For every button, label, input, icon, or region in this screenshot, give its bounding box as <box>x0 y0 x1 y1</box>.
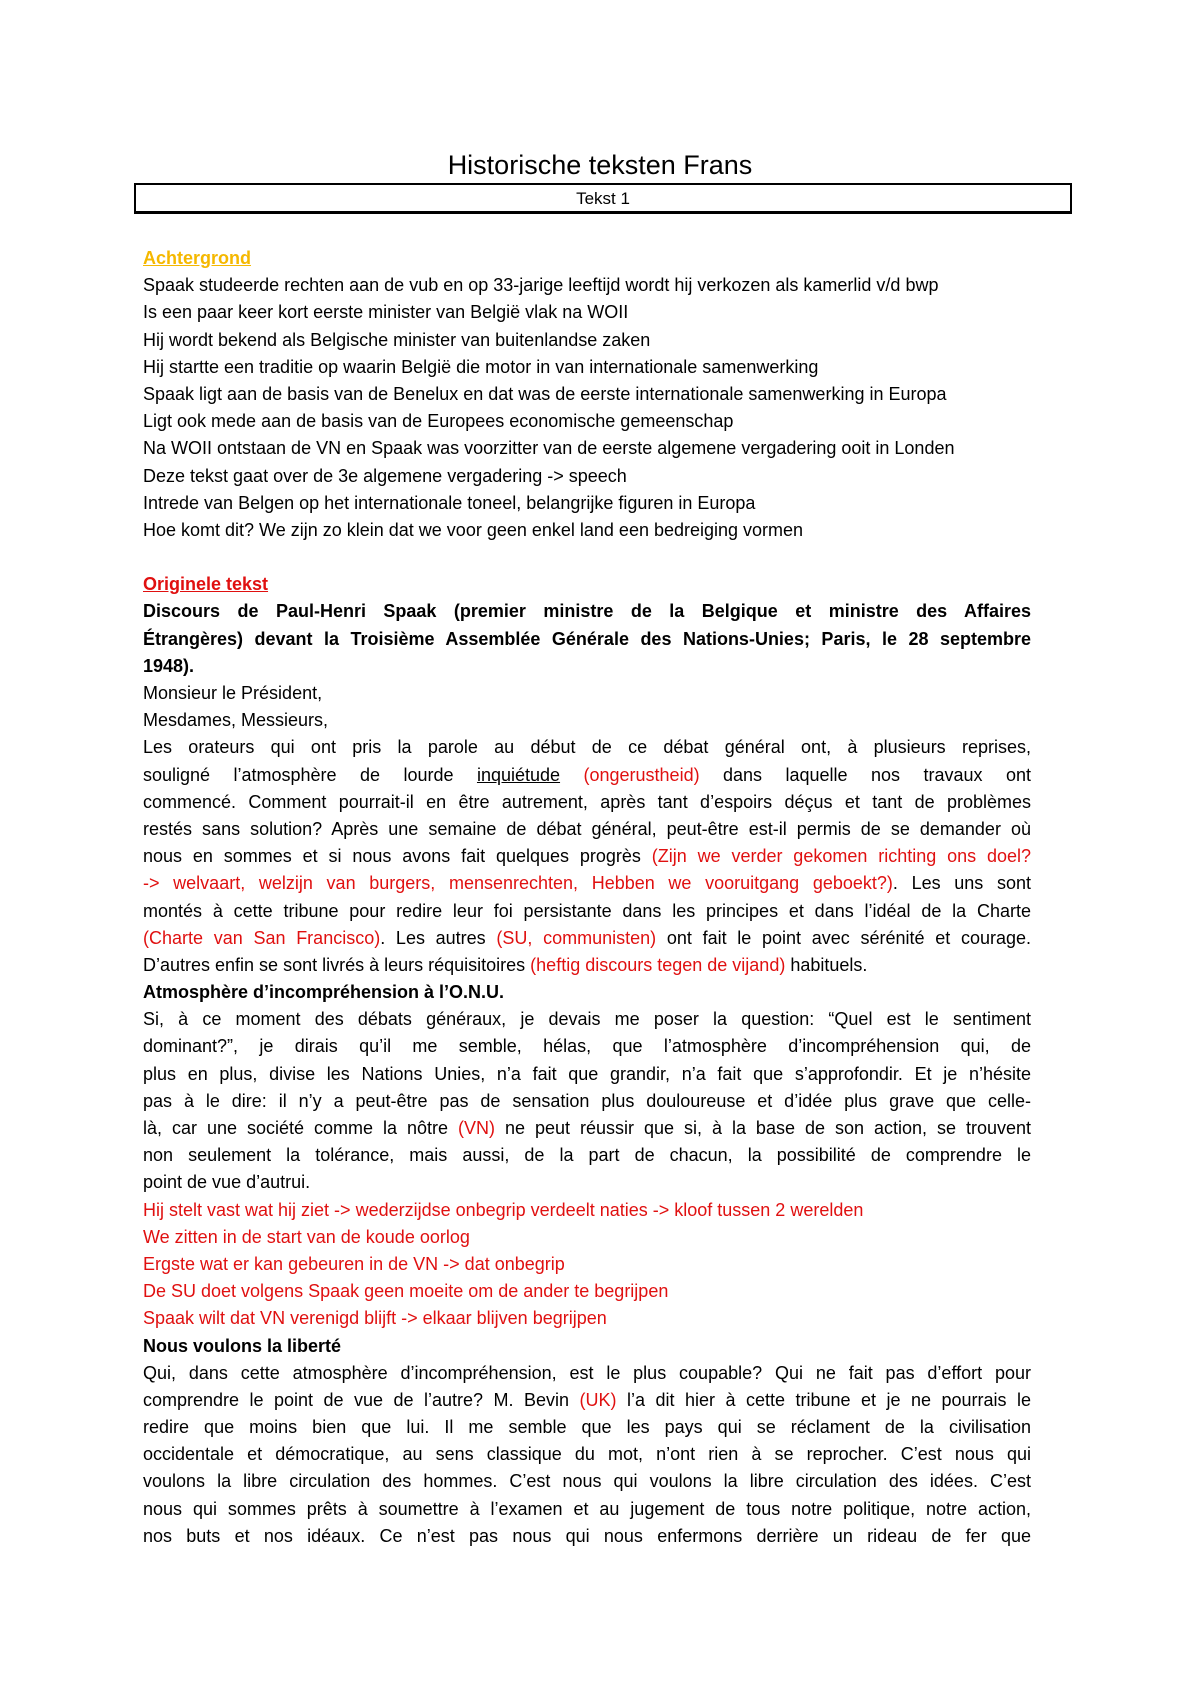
paragraph-line <box>143 870 1031 897</box>
paragraph-line: nos buts et nos idéaux. Ce n’est pas nous qui nous enfermons derrière un rideau de fer que <box>143 1525 1031 1546</box>
paragraph-line: non seulement la tolérance, mais aussi, de la part de chacun, la possibilité de comprendre le <box>143 1145 1031 1166</box>
speech-intro-line: Discours de Paul-Henri Spaak (premier ministre de la Belgique et ministre des Affaires <box>143 601 1031 622</box>
speech-intro-line: Étrangères) devant la Troisième Assemblée Générale des Nations-Unies; Paris, le 28 septembre <box>143 628 1031 649</box>
note-line: De SU doet volgens Spaak geen moeite om de ander te begrijpen <box>143 1281 669 1302</box>
annotation: (Zijn we verder gekomen richting ons doel? <box>651 846 1031 867</box>
paragraph-line: restés sans solution? Après une semaine de débat général, peut-être est-il permis de se demander où <box>143 818 1031 839</box>
text-run: là, car une société comme la nôtre <box>143 1118 458 1138</box>
speech-intro-line: 1948). <box>143 655 195 676</box>
text-run: l’a dit hier à cette tribune et je ne pourrais le <box>616 1389 1031 1410</box>
annotation: -> welvaart, welzijn van burgers, mensenrechten, Hebben we vooruitgang geboekt?) <box>143 873 893 894</box>
document-body <box>143 245 1031 1550</box>
text-run: . Les autres <box>380 927 497 948</box>
annotation: (ongerustheid) <box>583 764 700 785</box>
paragraph-line: plus en plus, divise les Nations Unies, n’a fait que grandir, n’a fait que s’approfondir. Et je n’hésite <box>143 1063 1031 1084</box>
salutation-line: Monsieur le Président, <box>143 683 323 703</box>
note-line: Hij stelt vast wat hij ziet -> wederzijdse onbegrip verdeelt naties -> kloof tussen 2 werelden <box>143 1199 864 1220</box>
text-run: dans laquelle nos travaux ont <box>699 764 1031 785</box>
paragraph-line <box>143 952 1031 979</box>
paragraph-line <box>143 1387 1031 1414</box>
background-line: Intrede van Belgen op het internationale toneel, belangrijke figuren in Europa <box>143 492 756 513</box>
subheading: Nous voulons la liberté <box>143 1335 342 1356</box>
paragraph-line: commencé. Comment pourrait-il en être autrement, après tant d’espoirs déçus et tant de problèmes <box>143 791 1031 812</box>
paragraph-line <box>143 925 1031 952</box>
text-run: . Les uns sont <box>892 873 1031 894</box>
paragraph-line: Les orateurs qui ont pris la parole au début de ce débat général ont, à plusieurs reprises, <box>143 737 1031 758</box>
text-run: D’autres enfin se sont livrés à leurs réquisitoires <box>143 954 531 975</box>
paragraph-line: nous qui sommes prêts à soumettre à l’examen et au jugement de tous notre politique, notre action, <box>143 1498 1031 1519</box>
background-line: Is een paar keer kort eerste minister van België vlak na WOII <box>143 302 629 323</box>
paragraph-line: point de vue d’autrui. <box>143 1172 311 1193</box>
text-run: souligné l’atmosphère de lourde <box>143 764 477 785</box>
paragraph-line: pas à le dire: il n’y a peut-être pas de sensation plus douloureuse et d’idée plus grave que celle- <box>143 1090 1031 1111</box>
paragraph-line: dominant?”, je dirais qu’il me semble, hélas, que l’atmosphère d’incompréhension qui, de <box>143 1036 1031 1057</box>
paragraph-line: redire que moins bien que lui. Il me semble que les pays qui se réclament de la civilisation <box>143 1417 1031 1438</box>
note-line: Spaak wilt dat VN verenigd blijft -> elkaar blijven begrijpen <box>143 1308 607 1329</box>
text-run: habituels. <box>785 954 868 975</box>
background-line: Spaak studeerde rechten aan de vub en op 33-jarige leeftijd wordt hij verkozen als kamerlid v/d bwp <box>143 275 939 296</box>
paragraph-line: Qui, dans cette atmosphère d’incompréhension, est le plus coupable? Qui ne fait pas d’effort pour <box>143 1362 1031 1383</box>
underlined-term: inquiétude <box>476 764 561 785</box>
salutation-line: Mesdames, Messieurs, <box>143 710 329 731</box>
annotation: (heftig discours tegen de vijand) <box>530 954 786 975</box>
paragraph-line <box>143 843 1031 870</box>
background-line: Na WOII ontstaan de VN en Spaak was voorzitter van de eerste algemene vergadering ooit in Londen <box>143 438 955 459</box>
text-run: nous en sommes et si nous avons fait quelques progrès <box>143 846 652 867</box>
background-line: Spaak ligt aan de basis van de Benelux en dat was de eerste internationale samenwerking in Europa <box>143 383 947 404</box>
paragraph-line: occidentale et démocratique, au sens classique du mot, n’ont rien à se reprocher. C’est nous qui <box>143 1444 1031 1465</box>
annotation: (UK) <box>579 1389 617 1410</box>
paragraph-line <box>143 1115 1031 1142</box>
text-run: ont fait le point avec sérénité et courage. <box>656 927 1031 948</box>
background-line: Hij startte een traditie op waarin België die motor in van internationale samenwerking <box>143 356 819 377</box>
paragraph-line: voulons la libre circulation des hommes. C’est nous qui voulons la libre circulation des idées. C’est <box>143 1471 1031 1492</box>
note-line: Ergste wat er kan gebeuren in de VN -> dat onbegrip <box>143 1253 565 1274</box>
document-title: Historische teksten Frans <box>447 150 753 180</box>
subheading: Atmosphère d’incompréhension à l’O.N.U. <box>143 982 505 1003</box>
annotation: (VN) <box>457 1118 495 1138</box>
annotation: (SU, communisten) <box>496 927 657 948</box>
background-line: Deze tekst gaat over de 3e algemene vergadering -> speech <box>143 465 627 486</box>
background-line: Hoe komt dit? We zijn zo klein dat we voor geen enkel land een bedreiging vormen <box>143 519 804 540</box>
background-line: Hij wordt bekend als Belgische minister van buitenlandse zaken <box>143 329 651 350</box>
section-heading-original: Originele tekst <box>143 574 269 595</box>
annotation: (Charte van San Francisco) <box>143 927 381 948</box>
background-line: Ligt ook mede aan de basis van de Europees economische gemeenschap <box>143 411 734 432</box>
text-run: comprendre le point de vue de l’autre? M. Bevin <box>143 1389 580 1410</box>
paragraph-line: Si, à ce moment des débats généraux, je devais me poser la question: “Quel est le sentiment <box>143 1009 1031 1030</box>
spacer <box>143 544 1031 571</box>
text-run: ne peut réussir que si, à la base de son action, se trouvent <box>494 1118 1031 1138</box>
section-heading-background: Achtergrond <box>143 248 251 268</box>
paragraph-line <box>143 762 1031 789</box>
paragraph-line: montés à cette tribune pour redire leur foi persistante dans les principes et dans l’idéal de la Charte <box>143 900 1031 921</box>
note-line: We zitten in de start van de koude oorlog <box>143 1226 470 1247</box>
subtitle-box: Tekst 1 <box>134 183 1072 214</box>
